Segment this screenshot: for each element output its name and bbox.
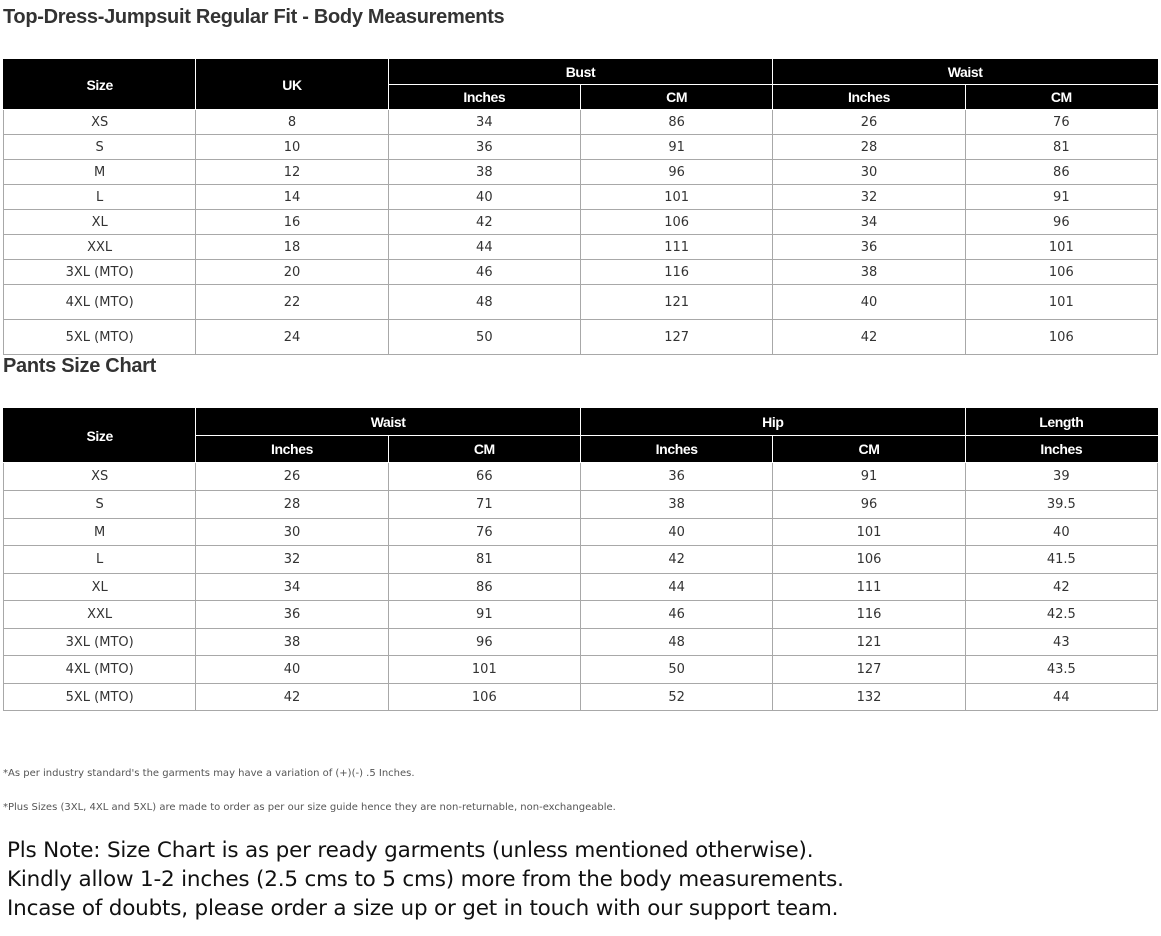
measurement-cell: 26	[196, 463, 388, 491]
measurement-cell: 43	[965, 629, 1157, 656]
measurement-cell: 26	[773, 110, 965, 135]
table-row	[4, 210, 1158, 235]
measurement-cell: 111	[580, 235, 772, 260]
size-cell: 5XL (MTO)	[4, 320, 196, 355]
measurement-cell: 36	[388, 135, 580, 160]
measurement-cell: 28	[773, 135, 965, 160]
measurement-cell: 127	[580, 320, 772, 355]
table-row	[4, 320, 1158, 355]
measurement-cell: 127	[773, 656, 965, 684]
measurement-cell: 30	[773, 160, 965, 185]
measurement-cell: 40	[196, 656, 388, 684]
header-waist: Waist	[196, 409, 581, 436]
measurement-cell: 101	[965, 285, 1157, 320]
table-row	[4, 519, 1158, 546]
measurement-cell: 36	[773, 235, 965, 260]
measurement-cell: 52	[580, 684, 772, 711]
measurement-cell: 101	[580, 185, 772, 210]
measurement-cell: 39	[965, 463, 1157, 491]
footnote-variation: *As per industry standard's the garments may have a variation of (+)(-) .5 Inches.	[3, 768, 415, 779]
measurement-cell: 91	[773, 463, 965, 491]
measurement-cell: 101	[965, 235, 1157, 260]
footnote-plus-sizes: *Plus Sizes (3XL, 4XL and 5XL) are made to order as per our size guide hence they are non-returnable, non-exchangeable.	[3, 802, 616, 813]
measurement-cell: 96	[773, 491, 965, 519]
measurement-cell: 106	[580, 210, 772, 235]
table-row	[4, 235, 1158, 260]
measurement-cell: 132	[773, 684, 965, 711]
measurement-cell: 44	[965, 684, 1157, 711]
header-waist-inches: Inches	[196, 436, 388, 463]
measurement-cell: 14	[196, 185, 388, 210]
measurement-cell: 34	[196, 574, 388, 601]
size-cell: S	[4, 491, 196, 519]
measurement-cell: 42	[388, 210, 580, 235]
measurement-cell: 86	[388, 574, 580, 601]
header-hip-cm: CM	[773, 436, 965, 463]
table-row	[4, 110, 1158, 135]
header-length-inches: Inches	[965, 436, 1157, 463]
measurement-cell: 66	[388, 463, 580, 491]
size-cell: XXL	[4, 601, 196, 629]
header-waist-cm: CM	[388, 436, 580, 463]
header-size: Size	[4, 60, 196, 110]
measurement-cell: 41.5	[965, 546, 1157, 574]
table-row	[4, 684, 1158, 711]
size-cell: XXL	[4, 235, 196, 260]
header-uk: UK	[196, 60, 388, 110]
measurement-cell: 10	[196, 135, 388, 160]
measurement-cell: 34	[388, 110, 580, 135]
measurement-cell: 24	[196, 320, 388, 355]
measurement-cell: 42	[580, 546, 772, 574]
size-cell: XL	[4, 574, 196, 601]
measurement-cell: 16	[196, 210, 388, 235]
table-row	[4, 629, 1158, 656]
measurement-cell: 46	[388, 260, 580, 285]
header-waist: Waist	[773, 60, 1158, 85]
measurement-cell: 106	[965, 320, 1157, 355]
measurement-cell: 106	[388, 684, 580, 711]
measurement-cell: 91	[388, 601, 580, 629]
measurement-cell: 81	[965, 135, 1157, 160]
size-cell: M	[4, 519, 196, 546]
measurement-cell: 18	[196, 235, 388, 260]
measurement-cell: 34	[773, 210, 965, 235]
header-length: Length	[965, 409, 1157, 436]
table-row	[4, 546, 1158, 574]
measurement-cell: 106	[773, 546, 965, 574]
size-cell: XS	[4, 463, 196, 491]
header-bust-cm: CM	[580, 85, 772, 110]
size-cell: M	[4, 160, 196, 185]
measurement-cell: 40	[580, 519, 772, 546]
table-row	[4, 160, 1158, 185]
measurement-cell: 42	[965, 574, 1157, 601]
measurement-cell: 28	[196, 491, 388, 519]
measurement-cell: 36	[580, 463, 772, 491]
measurement-cell: 38	[196, 629, 388, 656]
table-row	[4, 463, 1158, 491]
measurement-cell: 44	[388, 235, 580, 260]
measurement-cell: 42	[773, 320, 965, 355]
table-row	[4, 491, 1158, 519]
table-row	[4, 574, 1158, 601]
measurement-cell: 22	[196, 285, 388, 320]
measurement-cell: 40	[388, 185, 580, 210]
measurement-cell: 86	[580, 110, 772, 135]
measurement-cell: 38	[388, 160, 580, 185]
table-row	[4, 135, 1158, 160]
measurement-cell: 30	[196, 519, 388, 546]
table-row	[4, 260, 1158, 285]
measurement-cell: 81	[388, 546, 580, 574]
tops-size-table	[3, 59, 1158, 355]
tops-chart-title: Top-Dress-Jumpsuit Regular Fit - Body Measurements	[3, 6, 505, 28]
header-waist-inches: Inches	[773, 85, 965, 110]
size-cell: XL	[4, 210, 196, 235]
measurement-cell: 116	[773, 601, 965, 629]
table-row	[4, 185, 1158, 210]
table-row	[4, 285, 1158, 320]
measurement-cell: 38	[580, 491, 772, 519]
measurement-cell: 39.5	[965, 491, 1157, 519]
size-cell: 3XL (MTO)	[4, 260, 196, 285]
measurement-cell: 48	[580, 629, 772, 656]
size-notes	[7, 836, 844, 923]
table-row	[4, 601, 1158, 629]
measurement-cell: 42.5	[965, 601, 1157, 629]
measurement-cell: 8	[196, 110, 388, 135]
size-cell: S	[4, 135, 196, 160]
measurement-cell: 12	[196, 160, 388, 185]
size-cell: 5XL (MTO)	[4, 684, 196, 711]
measurement-cell: 116	[580, 260, 772, 285]
measurement-cell: 32	[196, 546, 388, 574]
measurement-cell: 106	[965, 260, 1157, 285]
measurement-cell: 20	[196, 260, 388, 285]
measurement-cell: 111	[773, 574, 965, 601]
measurement-cell: 96	[965, 210, 1157, 235]
note-line: Kindly allow 1-2 inches (2.5 cms to 5 cms) more from the body measurements.	[7, 867, 844, 892]
header-hip-inches: Inches	[580, 436, 772, 463]
measurement-cell: 36	[196, 601, 388, 629]
measurement-cell: 46	[580, 601, 772, 629]
measurement-cell: 48	[388, 285, 580, 320]
pants-size-table	[3, 408, 1158, 711]
size-cell: XS	[4, 110, 196, 135]
pants-chart-title: Pants Size Chart	[3, 355, 157, 377]
size-cell: 4XL (MTO)	[4, 285, 196, 320]
header-hip: Hip	[580, 409, 965, 436]
note-line: Pls Note: Size Chart is as per ready garments (unless mentioned otherwise).	[7, 838, 814, 863]
measurement-cell: 76	[965, 110, 1157, 135]
measurement-cell: 50	[388, 320, 580, 355]
table-row	[4, 656, 1158, 684]
size-cell: 3XL (MTO)	[4, 629, 196, 656]
header-bust-inches: Inches	[388, 85, 580, 110]
measurement-cell: 91	[965, 185, 1157, 210]
measurement-cell: 40	[773, 285, 965, 320]
measurement-cell: 71	[388, 491, 580, 519]
header-size: Size	[4, 409, 196, 463]
measurement-cell: 44	[580, 574, 772, 601]
measurement-cell: 96	[580, 160, 772, 185]
measurement-cell: 43.5	[965, 656, 1157, 684]
measurement-cell: 86	[965, 160, 1157, 185]
measurement-cell: 50	[580, 656, 772, 684]
measurement-cell: 91	[580, 135, 772, 160]
measurement-cell: 76	[388, 519, 580, 546]
measurement-cell: 121	[773, 629, 965, 656]
size-cell: L	[4, 546, 196, 574]
size-cell: L	[4, 185, 196, 210]
header-waist-cm: CM	[965, 85, 1157, 110]
measurement-cell: 42	[196, 684, 388, 711]
header-bust: Bust	[388, 60, 773, 85]
measurement-cell: 121	[580, 285, 772, 320]
measurement-cell: 96	[388, 629, 580, 656]
measurement-cell: 101	[773, 519, 965, 546]
measurement-cell: 40	[965, 519, 1157, 546]
measurement-cell: 38	[773, 260, 965, 285]
measurement-cell: 101	[388, 656, 580, 684]
note-line: Incase of doubts, please order a size up or get in touch with our support team.	[7, 896, 839, 921]
size-cell: 4XL (MTO)	[4, 656, 196, 684]
measurement-cell: 32	[773, 185, 965, 210]
